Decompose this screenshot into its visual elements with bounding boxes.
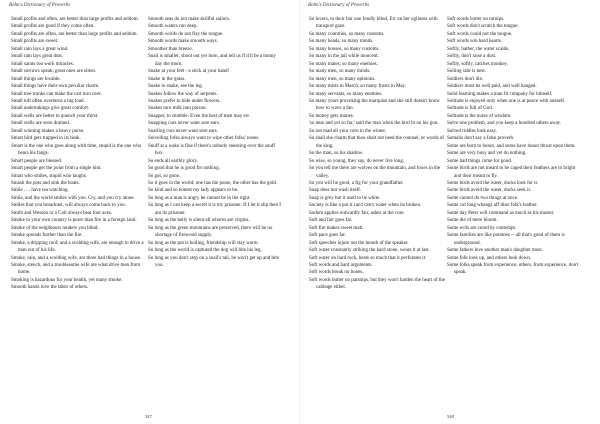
proverb-entry: Smith and Wesson or a Colt always beat four aces. — [11, 210, 113, 216]
proverb-entry: So many in the jail while innocent. — [309, 54, 379, 60]
proverb-entry: Smart who smiles, stupid who laughs. — [11, 173, 87, 179]
proverb-entry: Smoke of the neighbours renders you blind. — [11, 225, 99, 231]
proverb-entry: Smile . . . have tea watching. — [11, 188, 69, 194]
proverb-entry: So many houses, so many customs. — [309, 46, 380, 52]
proverb-entry: So many years provoking the marquise and she still doesn't know how to wave a fan. — [309, 98, 440, 112]
proverb-entry: Snuff at a wake is fine if there's nobody sneezing over the snuff box. — [148, 143, 276, 157]
proverb-entry: Smoke in your own country is purer than fire in a foreign land. — [11, 218, 137, 224]
proverb-entry: Smile, and the world smiles with you. Cry, and you cry alone. — [11, 195, 135, 201]
proverb-entry: Society is like a pot it can't carry water when its broken. — [309, 203, 422, 209]
proverb-entry: Soft words break no bones. — [309, 270, 364, 276]
proverb-entry: So it goes in the world: one has the purse, the other has the gold. — [148, 180, 278, 186]
proverb-entry: Smoke, rain, and a scolding wife, are three bad things in a house. — [11, 255, 142, 261]
proverb-entry: Soft water on hard rock, beats so much that it perforates it. — [309, 255, 427, 261]
proverb-entry: Some are very busy and yet do nothing. — [447, 151, 527, 157]
proverb-entry: Small profits and often, are better than large profits and seldom. — [11, 17, 139, 22]
proverb-entry: Smash the pots and sink the boats. — [11, 180, 80, 186]
proverb-entry: Soft words butter no turnips. — [447, 17, 505, 22]
proverb-entry: Snakes follow the way of serpents. — [148, 91, 218, 97]
proverb-entry: Soft pace goes far. — [309, 233, 346, 239]
proverb-entry: Soft water constantly striking the hard stone, wears it at last. — [309, 248, 430, 254]
proverb-entry: Soap is grey but it used to be white. — [309, 195, 381, 201]
proverb-entry: Snakes prefer to hide under flowers. — [148, 98, 221, 104]
proverb-entry: Snapper, to stumble. Even the best of men may err. — [148, 113, 250, 119]
proverb-entry: Solitude is full of God. — [447, 106, 493, 112]
proverb-entry: Smoke spreads further than the fire. — [11, 233, 83, 239]
proverb-entry: Soft fire makes sweet malt. — [309, 225, 364, 231]
proverb-entry: Soft words could not the tongue. — [447, 31, 513, 37]
proverb-entry: Small rain lays a great wind. — [11, 46, 69, 52]
proverb-entry: Small winning makes a heavy purse. — [11, 128, 85, 134]
right-page — [300, 0, 600, 424]
proverb-entry: Snapping curs never want sore ears. — [148, 121, 220, 127]
proverb-entry: So long as you don't step on a snail's tail, he won't get up and bite you. — [148, 255, 280, 268]
proverb-entry: Snarling curs never want sore ears. — [148, 128, 218, 134]
proverb-entry: Soldiers must be well paid, and well hanged. — [447, 84, 537, 90]
proverb-entry: So kind and so honest my lady appears to be. — [148, 188, 239, 194]
proverb-entry: So lovers, to their fair one fondly blind, Err on her ugliness with transport gaze. — [309, 17, 438, 30]
proverb-entry: Smooth seas do not make skillful sailors. — [148, 17, 231, 22]
proverb-entry: Soldiers don't die. — [447, 76, 484, 82]
proverb-entry: Smooth words make smooth ways. — [148, 39, 218, 45]
proverb-entry: Small sorrows speak; great ones are silent. — [11, 69, 97, 75]
proverb-entry: Small profits are good if they come often. — [11, 24, 95, 30]
proverb-entry: Smoking is hazardous for your health, yet many smoke. — [11, 277, 123, 283]
page-number: 548 — [447, 414, 454, 419]
proverb-entry: Some cannot do two things at once. — [447, 195, 519, 201]
proverb-entry: Solid learning makes a man fit company for himself. — [447, 91, 553, 97]
proverb-entry: Small things have their own peculiar charm. — [11, 84, 100, 90]
proverb-entry: Smooth words do not flay the tongue. — [148, 31, 224, 37]
proverb-entry: Some folk look up, and others look down. — [447, 255, 532, 261]
proverb-entry: So long as the pot is boiling, friendship will stay warm. — [148, 240, 259, 246]
proverb-column-left — [309, 16, 445, 292]
proverb-entry: Smart people get the point from a single hint. — [11, 166, 102, 172]
proverb-entry: Some evils are cured by contempt. — [447, 225, 517, 231]
proverb-entry: Soft speeches injure not the mouth of the speaker. — [309, 240, 409, 246]
proverb-entry: Soft and fair goes far. — [309, 218, 353, 224]
proverb-entry: Solve one problem, and you keep a hundred others away. — [447, 121, 562, 127]
proverb-entry: Some fathers love another man's daughter most. — [447, 248, 544, 254]
proverb-column-right — [447, 16, 583, 277]
proverb-entry: Soft words and hard arguments. — [309, 262, 373, 268]
proverb-entry: 'so near and yet so far,' said the man when the bird lit on his gun. — [309, 121, 439, 127]
proverb-entry: Smart is the one who goes along with time, stupid is the one who bears his fangs. — [11, 143, 142, 157]
proverb-entry: Small tuft often overturns a big load. — [11, 98, 85, 104]
proverb-entry: Some birds are not meant to be caged their feathers are to bright and their meant to fly. — [447, 166, 576, 179]
proverb-entry: So many mates; so many enemies. — [309, 61, 378, 67]
proverb-entry: Some birds avoid the water, ducks look for it. — [447, 180, 539, 186]
proverb-entry: So long as the green mountains are preserved, there will be no shortage of firewood supply. — [148, 225, 273, 239]
proverb-entry: Small wells are better to quench your thirst. — [11, 113, 99, 119]
proverb-entry: Smooth hands love the labor of others. — [11, 285, 89, 291]
proverb-entry: So long as I can keep a secret it is my prisoner. If I let it slip then I am its prisoner. — [148, 203, 281, 216]
proverb-entry: Some birds avoid the water, ducks seek it. — [447, 188, 532, 194]
proverb-entry: Smart people are blessed. — [11, 158, 63, 164]
proverb-entry: Some day Peter will command as much as his master. — [447, 210, 555, 216]
proverb-entry: So you will be good, a fig for your grandfather. — [309, 180, 404, 186]
proverb-entry: So long as the world is captured the dog will bite his leg. — [148, 248, 262, 254]
proverb-entry: So many servants, so many enemies. — [309, 91, 383, 97]
proverb-entry: Soiling side is best. — [447, 69, 486, 75]
proverb-entry: So you tell me there are wolves on the mountain, and foxes in the valley. — [309, 166, 441, 179]
proverb-entry: Some die of mere bloom. — [447, 218, 498, 224]
proverb-entry: Snivelling folks always want to wipe other folks' noses. — [148, 136, 260, 142]
proverb-entry: Somalis don't say a false proverb. — [447, 136, 515, 142]
proverb-entry: Small wells are soon drained. — [11, 121, 71, 127]
proverb-entry: So long as a man is angry he cannot be in the right. — [148, 195, 251, 201]
proverb-entry: So many men, so many opinions. — [309, 76, 376, 82]
proverb-entry: So good that he is good for nothing. — [148, 166, 220, 172]
proverb-entry: Some folks speak from experience; others, from experience, don't speak. — [447, 262, 579, 276]
proverb-entry: Small saints too work miracles. — [11, 61, 74, 67]
proverb-entry: So many mists in March, so many frosts in May. — [309, 84, 407, 90]
proverb-entry: So money gets money. — [309, 113, 355, 119]
proverb-entry: Soft words win hard hearts. — [447, 39, 503, 45]
proverb-entry: Snake at your feet - a stick at your hand! — [148, 69, 230, 75]
proverb-entry: Softly, bather, the water scalds. — [447, 46, 510, 52]
proverb-entry: Solitude is the nurse of wisdom. — [447, 113, 512, 119]
proverb-entry: Snake to snake, see the leg. — [148, 84, 203, 90]
running-head: Bohn's Dictionary of Proverbs — [9, 3, 71, 8]
proverb-entry: Soft words butter no parsnips, but they won't harden the heart of the cabbage either. — [309, 277, 446, 291]
proverb-entry: Solved riddles look easy. — [447, 128, 497, 134]
proverb-entry: So many countries, so many customs. — [309, 31, 385, 37]
proverb-entry: Smoke, stench, and a troublesome wife are what drive men from home. — [11, 262, 141, 276]
proverb-entry: Sodom applies outwardly fair, ashes at the core. — [309, 210, 405, 216]
proverb-entry: So shall she charm that thou shalt not heed the counsel, or words of the king. — [309, 136, 444, 149]
proverb-entry: Some cut long whangs aff ither folk's leather. — [447, 203, 538, 209]
proverb-entry: Some families are like potatoes -- all that's good of them is underground. — [447, 233, 565, 246]
proverb-entry: Small rain lays great dust. — [11, 54, 64, 60]
proverb-entry: Snake in the grass. — [148, 76, 186, 82]
proverb-entry: Solitude is enjoyed only when one is at peace with oneself. — [447, 98, 566, 104]
running-head: Bohn's Dictionary of Proverbs — [308, 3, 370, 8]
proverb-entry: Some bad things come for good. — [447, 158, 512, 164]
proverb-entry: Snail is smaller, shoot out yer horn, and tell us if it'll be a bonny day the morn. — [148, 54, 276, 67]
proverb-entry: Small profits are sweet. — [11, 39, 59, 45]
proverb-entry: So many men, so many minds. — [309, 69, 371, 75]
proverb-entry: So got, so gone. — [148, 173, 181, 179]
proverb-entry: Soft words don't scratch the tongue. — [447, 24, 519, 30]
proverb-entry: Small undertakings give great comfort. — [11, 106, 90, 112]
proverb-entry: So long as the belly is silent all whores are virgins. — [148, 218, 250, 224]
proverb-entry: So wise, so young, they say, do never live long. — [309, 158, 405, 164]
proverb-entry: Smart bird gets trapped in its beak. — [11, 136, 81, 142]
proverb-entry: Smooth waters run deep. — [148, 24, 198, 30]
proverb-entry: So ends all earthly glory. — [148, 158, 198, 164]
proverb-entry: So many heads, so many minds. — [309, 39, 374, 45]
proverb-entry: So the man, so his shadow. — [309, 151, 363, 157]
proverb-entry: Smoke, a dripping roof, and a scolding wife, are enough to drive a man out of his life. — [11, 240, 144, 254]
proverb-entry: Small profits are often, are better than large profits and seldom. — [11, 31, 138, 37]
proverb-entry: Small things are lovable. — [11, 76, 61, 82]
proverb-entry: So not mad all your corn in the winter. — [309, 128, 387, 134]
proverb-entry: Smiles that you broadcast, will always come back to you. — [11, 203, 126, 209]
proverb-entry: Snakes turn milk into poison. — [148, 106, 207, 112]
proverb-entry: Smoother than breeze. — [148, 46, 193, 52]
proverb-entry: Softly, softly, catches monkey. — [447, 61, 508, 67]
proverb-entry: Small tree trunks can make the cart turn over. — [11, 91, 102, 97]
page-number: 547 — [145, 414, 152, 419]
proverb-entry: Soap does not wash itself. — [309, 188, 362, 194]
proverb-entry: Softly, don't raise a dust. — [447, 54, 497, 60]
proverb-column-left — [11, 16, 147, 292]
proverb-column-right — [148, 16, 284, 269]
proverb-entry: Some are born to honor, and some have honor thrust upon them. — [447, 143, 576, 149]
